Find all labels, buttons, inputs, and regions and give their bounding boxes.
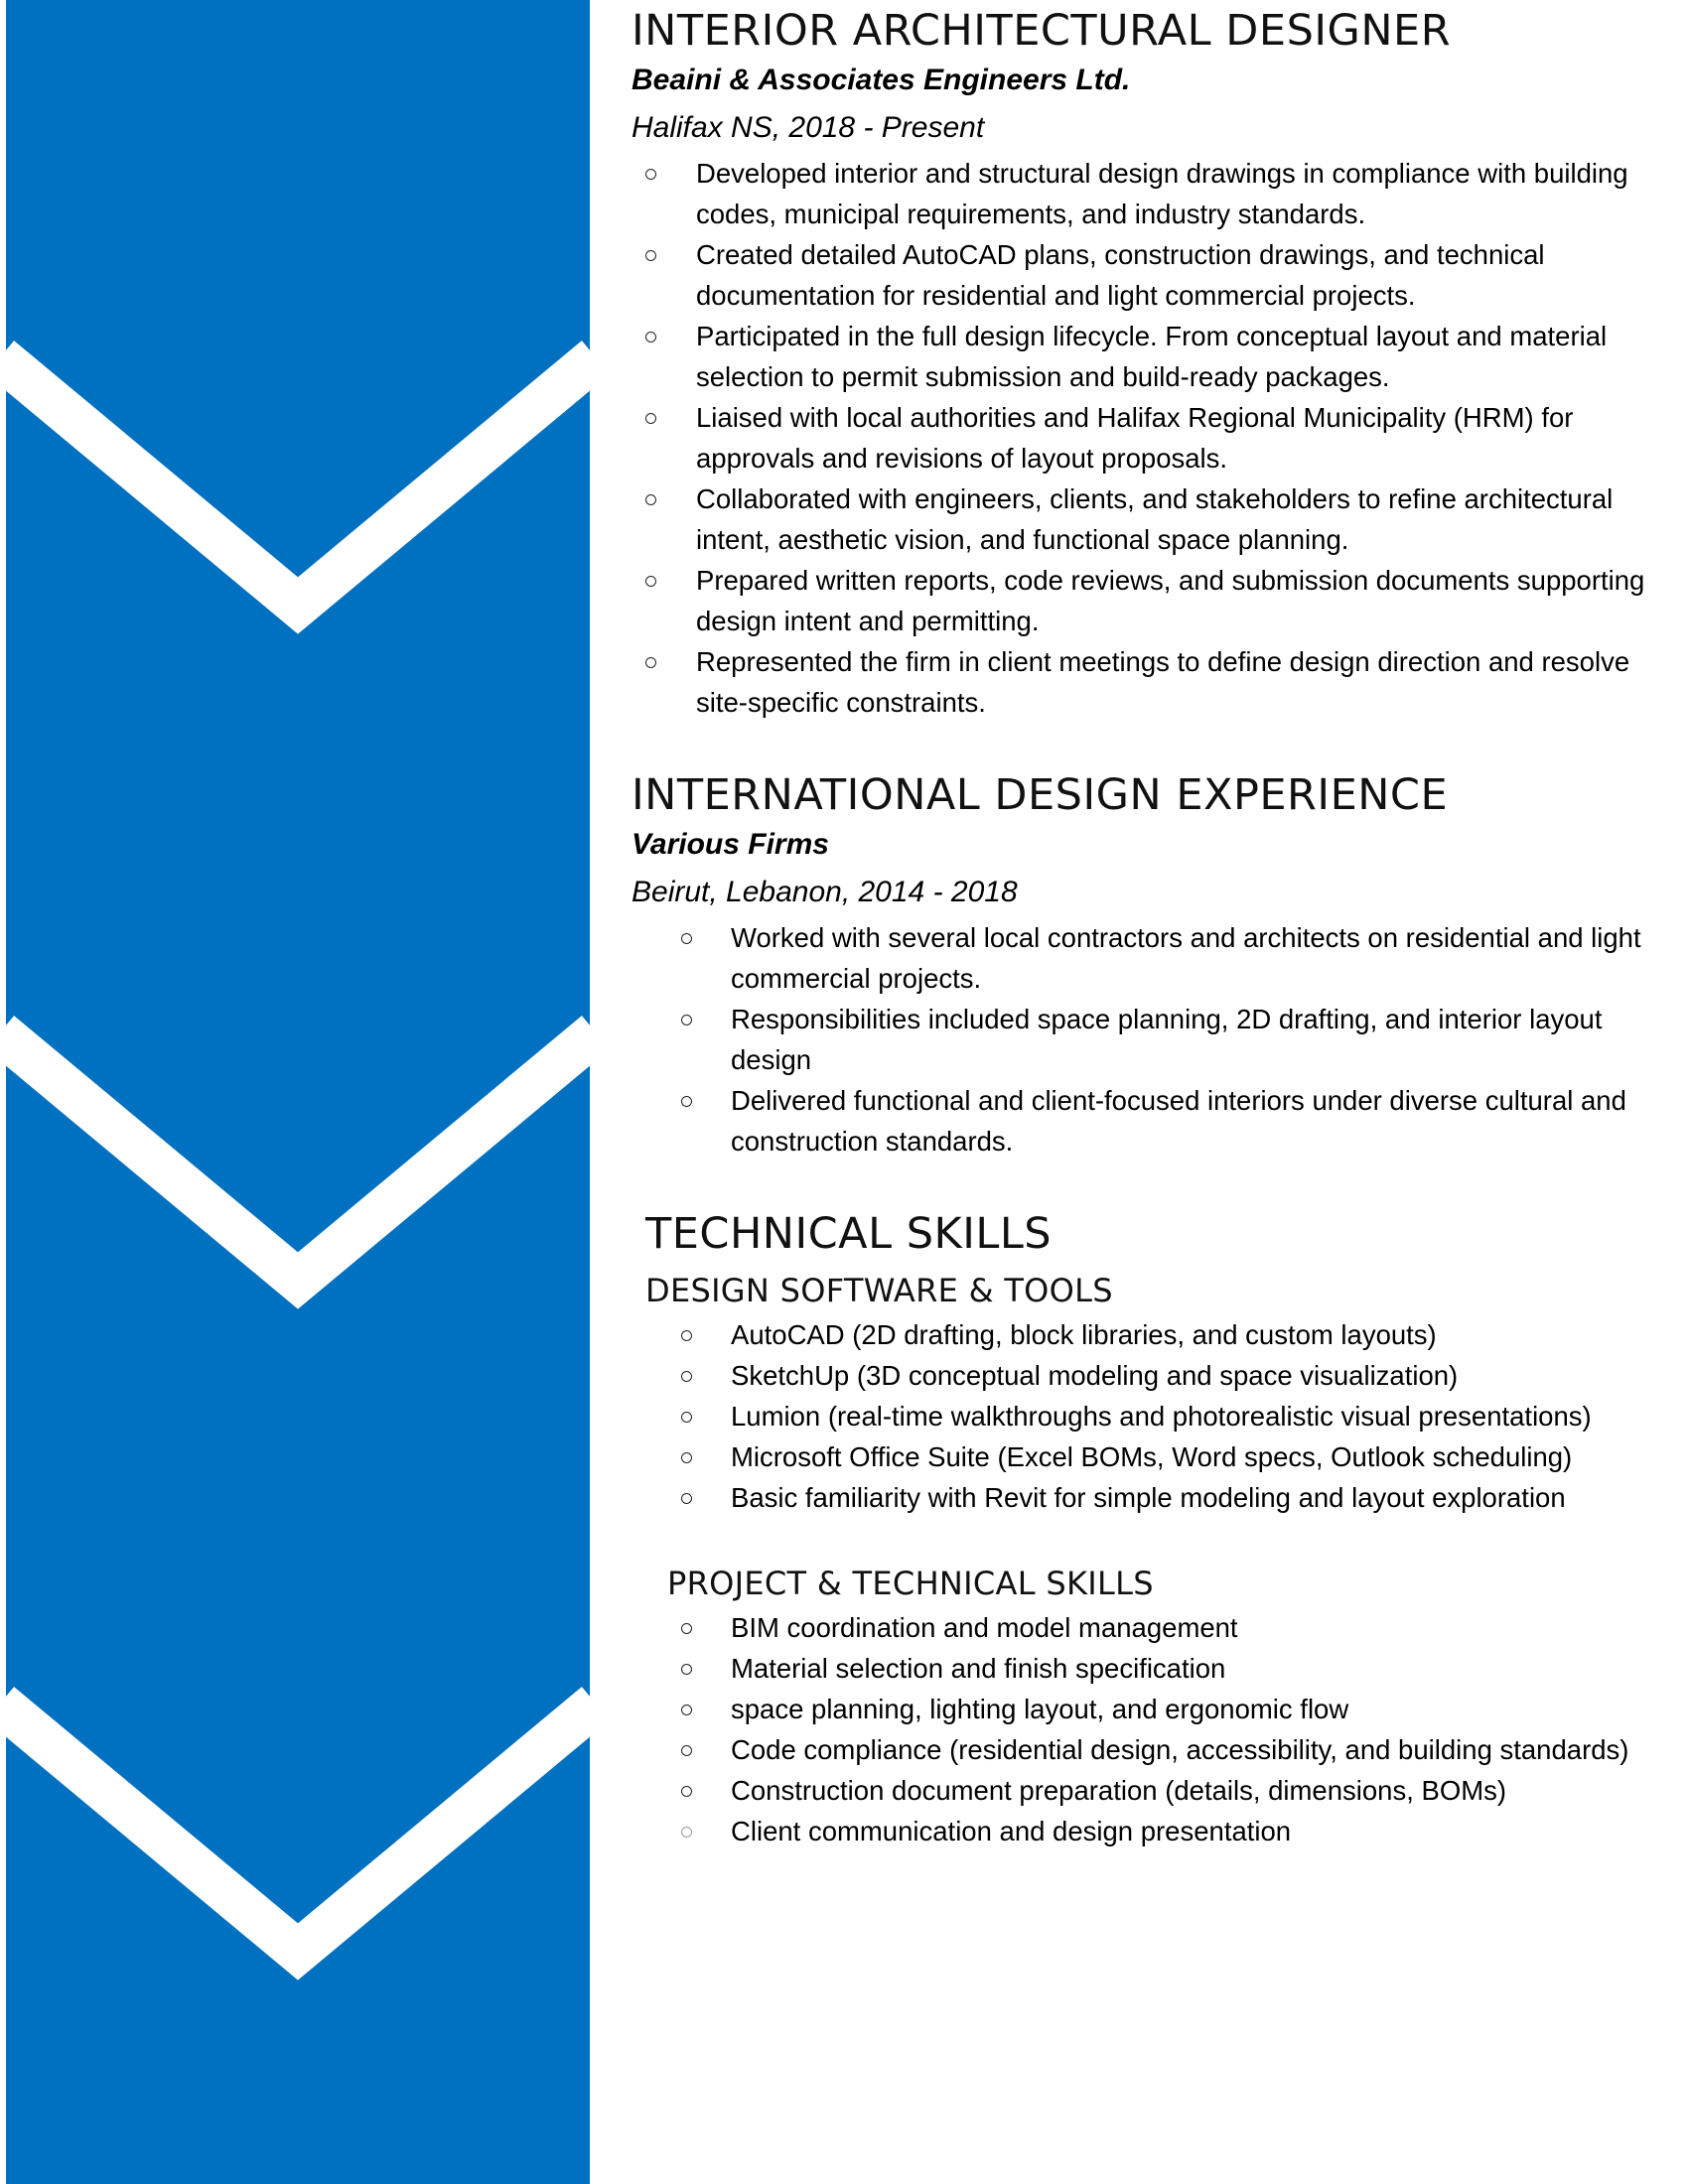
design-software-list	[681, 1314, 1658, 1518]
list-item	[645, 234, 1658, 316]
job-title-interior-designer: INTERIOR ARCHITECTURAL DESIGNER	[632, 6, 1452, 56]
circle-bullet-icon	[681, 1827, 692, 1838]
list-item-text: BIM coordination and model management	[731, 1612, 1238, 1643]
list-item	[645, 316, 1658, 397]
list-item-text: Basic familiarity with Revit for simple modeling and layout exploration	[731, 1482, 1566, 1513]
project-skills-list	[681, 1607, 1658, 1851]
circle-bullet-icon	[681, 933, 692, 944]
list-item-text: Created detailed AutoCAD plans, construction drawings, and technical documentation for residential and light commercial projects.	[696, 239, 1545, 311]
circle-bullet-icon	[681, 1330, 692, 1341]
circle-bullet-icon	[681, 1371, 692, 1382]
list-item-text: Code compliance (residential design, accessibility, and building standards)	[731, 1734, 1629, 1765]
list-item-text: Represented the firm in client meetings to define design direction and resolve site-specific constraints.	[696, 646, 1630, 718]
list-item	[681, 1355, 1658, 1396]
list-item-text: Delivered functional and client-focused interiors under diverse cultural and construction standards.	[731, 1085, 1626, 1157]
circle-bullet-icon	[681, 1664, 692, 1675]
list-item-text: Developed interior and structural design drawings in compliance with building codes, municipal requirements, and industry standards.	[696, 158, 1628, 229]
design-software-heading: DESIGN SOFTWARE & TOOLS	[645, 1272, 1113, 1309]
list-item	[645, 560, 1658, 641]
list-item	[645, 478, 1658, 560]
list-item	[681, 1729, 1658, 1770]
list-item	[681, 1689, 1658, 1729]
list-item	[681, 1811, 1658, 1851]
technical-skills-heading: TECHNICAL SKILLS	[645, 1209, 1053, 1259]
list-item-text: Worked with several local contractors and architects on residential and light commercial projects.	[731, 922, 1641, 994]
circle-bullet-icon	[681, 1452, 692, 1463]
list-item	[681, 1607, 1658, 1648]
list-item-text: AutoCAD (2D drafting, block libraries, and custom layouts)	[731, 1319, 1437, 1350]
project-skills-heading: PROJECT & TECHNICAL SKILLS	[667, 1565, 1154, 1602]
circle-bullet-icon	[681, 1705, 692, 1715]
job-title-international-experience: INTERNATIONAL DESIGN EXPERIENCE	[632, 770, 1449, 820]
list-item	[645, 153, 1658, 234]
company-name: Various Firms	[632, 828, 829, 861]
list-item-text: Responsibilities included space planning, 2D drafting, and interior layout design	[731, 1004, 1603, 1075]
list-item	[681, 1436, 1658, 1477]
international-experience-list	[681, 917, 1658, 1161]
list-item	[681, 1770, 1658, 1811]
circle-bullet-icon	[681, 1623, 692, 1634]
circle-bullet-icon	[681, 1493, 692, 1504]
list-item	[681, 917, 1658, 999]
circle-bullet-icon	[645, 657, 656, 668]
circle-bullet-icon	[681, 1412, 692, 1423]
list-item	[681, 999, 1658, 1080]
list-item-text: Participated in the full design lifecycle. From conceptual layout and material selection to permit submission and build-ready packages.	[696, 321, 1608, 392]
company-name: Beaini & Associates Engineers Ltd.	[632, 64, 1131, 96]
decorative-chevron-band	[0, 0, 596, 2184]
circle-bullet-icon	[645, 169, 656, 180]
circle-bullet-icon	[645, 576, 656, 587]
list-item-text: Collaborated with engineers, clients, and stakeholders to refine architectural intent, aesthetic vision, and functional space planning.	[696, 483, 1614, 555]
list-item-text: Prepared written reports, code reviews, and submission documents supporting design intent and permitting.	[696, 565, 1645, 636]
job-responsibilities-list	[645, 153, 1658, 723]
list-item	[681, 1396, 1658, 1436]
circle-bullet-icon	[681, 1015, 692, 1025]
list-item	[681, 1080, 1658, 1161]
list-item-text: Material selection and finish specification	[731, 1653, 1226, 1684]
list-item	[645, 641, 1658, 723]
list-item-text: space planning, lighting layout, and ergonomic flow	[731, 1694, 1349, 1724]
circle-bullet-icon	[681, 1745, 692, 1756]
list-item-text: Microsoft Office Suite (Excel BOMs, Word specs, Outlook scheduling)	[731, 1441, 1573, 1472]
list-item-text: SketchUp (3D conceptual modeling and space visualization)	[731, 1360, 1459, 1391]
list-item	[681, 1314, 1658, 1355]
location-dates: Halifax NS, 2018 - Present	[632, 111, 985, 144]
location-dates: Beirut, Lebanon, 2014 - 2018	[632, 876, 1018, 908]
list-item-text: Liaised with local authorities and Halifax Regional Municipality (HRM) for approvals and revisions of layout proposals.	[696, 402, 1574, 474]
circle-bullet-icon	[681, 1786, 692, 1797]
list-item-text: Construction document preparation (details, dimensions, BOMs)	[731, 1775, 1507, 1806]
circle-bullet-icon	[681, 1096, 692, 1107]
list-item	[681, 1477, 1658, 1518]
circle-bullet-icon	[645, 494, 656, 505]
circle-bullet-icon	[645, 250, 656, 261]
list-item	[681, 1648, 1658, 1689]
list-item-text: Client communication and design presentation	[731, 1816, 1292, 1846]
circle-bullet-icon	[645, 332, 656, 342]
list-item-text: Lumion (real-time walkthroughs and photorealistic visual presentations)	[731, 1401, 1592, 1432]
circle-bullet-icon	[645, 413, 656, 424]
list-item	[645, 397, 1658, 478]
